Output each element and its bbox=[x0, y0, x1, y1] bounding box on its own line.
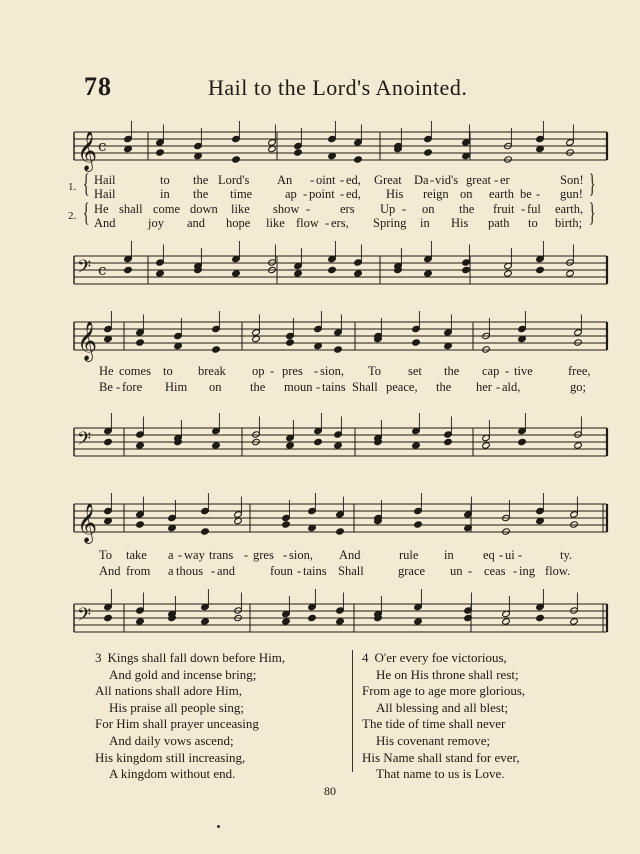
note-head bbox=[570, 618, 579, 625]
stanza-line bbox=[362, 700, 525, 717]
note-head bbox=[156, 270, 165, 277]
lyric-syllable: earth bbox=[489, 187, 514, 201]
note-head bbox=[201, 618, 210, 625]
lyric-syllable: on bbox=[460, 187, 473, 201]
lyric-brace-right: } bbox=[588, 198, 596, 227]
note-head bbox=[212, 346, 221, 353]
bass-staff-2 bbox=[0, 422, 640, 464]
stanza-line bbox=[362, 650, 525, 667]
lyric-syllable: and bbox=[187, 216, 206, 230]
stanza-line bbox=[95, 667, 285, 684]
treble-staff-3 bbox=[0, 498, 640, 543]
lyric-syllable: go; bbox=[570, 380, 586, 394]
lyric-syllable: flow. bbox=[545, 564, 571, 578]
lyric-syllable: - bbox=[178, 548, 183, 562]
note-head bbox=[574, 339, 583, 346]
lyric-syllable: set bbox=[408, 364, 422, 378]
treble-staff-2 bbox=[0, 316, 640, 361]
note-head bbox=[232, 156, 241, 163]
lyric-syllable: - bbox=[244, 548, 249, 562]
lyric-syllable: un bbox=[450, 564, 463, 578]
stanza-text: The tide of time shall never bbox=[362, 716, 506, 732]
note-head bbox=[136, 521, 145, 528]
lyric-syllable: like bbox=[231, 202, 250, 216]
lyric-syllable: ceas bbox=[484, 564, 506, 578]
note-head bbox=[334, 346, 343, 353]
lyric-syllable: break bbox=[198, 364, 226, 378]
lyric-syllable: come bbox=[153, 202, 181, 216]
verse-number: 2. bbox=[68, 210, 77, 222]
stanza-text: And daily vows ascend; bbox=[109, 732, 234, 748]
lyric-syllable: the bbox=[459, 202, 475, 216]
lyric-syllable: - bbox=[402, 202, 407, 216]
common-time-signature: c bbox=[98, 137, 107, 155]
lyric-syllable: in bbox=[444, 548, 454, 562]
lyric-syllable: great bbox=[466, 173, 491, 187]
note-head bbox=[136, 442, 145, 449]
note-head bbox=[444, 438, 453, 445]
lyric-syllable: point bbox=[309, 187, 335, 201]
note-head bbox=[294, 270, 303, 277]
lyric-syllable: vid's bbox=[435, 173, 459, 187]
note-head bbox=[294, 149, 303, 156]
lyric-syllable: be bbox=[520, 187, 532, 201]
lyric-syllable: ald, bbox=[502, 380, 521, 394]
lyric-syllable: fruit bbox=[493, 202, 515, 216]
note-head bbox=[412, 442, 421, 449]
note-head bbox=[412, 339, 421, 346]
lyric-syllable: to bbox=[163, 364, 173, 378]
lyric-syllable: He bbox=[99, 364, 114, 378]
note-head bbox=[574, 442, 583, 449]
lyric-syllable: from bbox=[126, 564, 151, 578]
stanza-text: From age to age more glorious, bbox=[362, 683, 526, 699]
lyric-syllable: - bbox=[283, 548, 288, 562]
stanza-text: His Name shall stand for ever, bbox=[362, 749, 520, 765]
lyric-syllable: Da bbox=[414, 173, 429, 187]
stanza-line bbox=[95, 716, 285, 733]
lyric-syllable: op bbox=[252, 364, 265, 378]
lyric-syllable: - bbox=[499, 548, 504, 562]
lyric-syllable: cap bbox=[482, 364, 500, 378]
lyric-syllable: Him bbox=[165, 380, 188, 394]
lyric-brace-left: { bbox=[82, 198, 90, 227]
note-head bbox=[566, 149, 575, 156]
lyric-syllable: the bbox=[436, 380, 452, 394]
lyric-syllable: Shall bbox=[352, 380, 378, 394]
stanza-3 bbox=[95, 650, 285, 783]
lyric-syllable: ed, bbox=[346, 173, 361, 187]
hymn-number: 78 bbox=[84, 72, 112, 101]
lyric-syllable: - bbox=[340, 173, 345, 187]
note-head bbox=[336, 528, 345, 535]
lyric-syllable: ty. bbox=[560, 548, 573, 562]
stanza-line bbox=[362, 733, 525, 750]
lyric-syllable: reign bbox=[423, 187, 449, 201]
lyric-syllable: to bbox=[528, 216, 538, 230]
lyric-syllable: in bbox=[160, 187, 170, 201]
note-head bbox=[212, 442, 221, 449]
note-head bbox=[536, 614, 545, 621]
lyric-syllable: time bbox=[230, 187, 253, 201]
page-number: 80 bbox=[324, 784, 336, 798]
note-head bbox=[566, 270, 575, 277]
treble-staff-1 bbox=[0, 126, 640, 171]
stanza-text: All nations shall adore Him, bbox=[95, 683, 242, 699]
lyric-syllable: - bbox=[316, 380, 321, 394]
lyric-syllable: peace, bbox=[386, 380, 418, 394]
stanza-text: O'er every foe victorious, bbox=[374, 650, 507, 665]
lyric-syllable: To bbox=[99, 548, 113, 562]
note-head bbox=[502, 528, 511, 535]
lyric-syllable: a bbox=[168, 548, 174, 562]
lyric-syllable: take bbox=[126, 548, 147, 562]
note-head bbox=[286, 339, 295, 346]
lyric-syllable: comes bbox=[119, 364, 151, 378]
stanza-line bbox=[95, 766, 285, 783]
note-head bbox=[570, 521, 579, 528]
lyric-syllable: - bbox=[521, 202, 526, 216]
note-head bbox=[314, 438, 323, 445]
lyric-syllable: - bbox=[310, 173, 315, 187]
lyric-syllable: Lord's bbox=[218, 173, 250, 187]
bass-clef: 𝄢 bbox=[77, 429, 92, 454]
lyric-syllable: - bbox=[430, 173, 435, 187]
hymn-title: Hail to the Lord's Anointed. bbox=[208, 75, 468, 100]
note-head bbox=[414, 521, 423, 528]
note-head bbox=[286, 442, 295, 449]
lyric-syllable: And bbox=[94, 216, 116, 230]
stanza-line bbox=[95, 683, 285, 700]
lyric-syllable: to bbox=[160, 173, 170, 187]
lyric-syllable: in bbox=[420, 216, 430, 230]
lyric-syllable: - bbox=[306, 202, 311, 216]
lyric-syllable: path bbox=[488, 216, 510, 230]
lyric-syllable: fore bbox=[122, 380, 143, 394]
bass-clef: 𝄢 bbox=[77, 605, 92, 630]
lyric-brace-right: } bbox=[588, 169, 596, 198]
treble-clef: 𝄞 bbox=[77, 131, 98, 171]
note-head bbox=[334, 442, 343, 449]
stanza-text: His kingdom still increasing, bbox=[95, 749, 246, 765]
lyric-syllable: down bbox=[190, 202, 218, 216]
lyric-syllable: her bbox=[476, 380, 492, 394]
bass-clef: 𝄢 bbox=[77, 257, 92, 282]
lyric-syllable: the bbox=[250, 380, 266, 394]
lyric-syllable: And bbox=[339, 548, 361, 562]
lyric-syllable: - bbox=[468, 564, 473, 578]
lyric-syllable: trans bbox=[209, 548, 234, 562]
note-head bbox=[424, 270, 433, 277]
lyric-syllable: gun! bbox=[560, 187, 583, 201]
common-time-signature: c bbox=[98, 261, 107, 279]
stanza-text: And gold and incense bring; bbox=[109, 666, 257, 682]
lyric-syllable: And bbox=[99, 564, 121, 578]
lyric-syllable: ing bbox=[519, 564, 535, 578]
lyric-syllable: pres bbox=[282, 364, 303, 378]
lyric-brace-left: { bbox=[82, 169, 90, 198]
note-head bbox=[104, 438, 113, 445]
lyric-syllable: - bbox=[496, 380, 501, 394]
lyric-syllable: flow bbox=[296, 216, 319, 230]
stanza-line bbox=[95, 650, 285, 667]
lyric-syllable: - bbox=[340, 187, 345, 201]
lyric-syllable: - bbox=[518, 548, 523, 562]
stanza-line bbox=[362, 716, 525, 733]
lyric-syllable: the bbox=[193, 187, 209, 201]
lyric-syllable: - bbox=[494, 173, 499, 187]
lyric-syllable: joy bbox=[148, 216, 164, 230]
stanza-4 bbox=[362, 650, 525, 783]
note-head bbox=[518, 438, 527, 445]
stanza-text: All blessing and all blest; bbox=[376, 699, 509, 715]
note-head bbox=[336, 618, 345, 625]
note-head bbox=[354, 270, 363, 277]
note-head bbox=[354, 156, 363, 163]
stanza-text: For Him shall prayer unceasing bbox=[95, 716, 259, 732]
stanza-text: He on His throne shall rest; bbox=[376, 666, 519, 682]
lyric-syllable: Hail bbox=[94, 173, 116, 187]
lyric-syllable: To bbox=[368, 364, 382, 378]
stanza-line bbox=[95, 733, 285, 750]
note-head bbox=[424, 149, 433, 156]
lyric-syllable: ers bbox=[340, 202, 355, 216]
lyric-syllable: on bbox=[422, 202, 435, 216]
note-head bbox=[201, 528, 210, 535]
lyric-syllable: shall bbox=[119, 202, 143, 216]
note-head bbox=[328, 266, 337, 273]
lyric-syllable: Be bbox=[99, 380, 113, 394]
lyric-syllable: er bbox=[500, 173, 510, 187]
lyric-syllable: gres bbox=[253, 548, 274, 562]
lyric-syllable: way bbox=[184, 548, 205, 562]
stanza-number: 3 bbox=[95, 650, 102, 665]
lyric-syllable: thous bbox=[176, 564, 204, 578]
lyric-syllable: ed, bbox=[346, 187, 361, 201]
note-head bbox=[156, 149, 165, 156]
lyric-syllable: - bbox=[303, 187, 308, 201]
lyric-syllable: foun bbox=[270, 564, 293, 578]
lyric-syllable: - bbox=[297, 564, 302, 578]
stanza-number: 4 bbox=[362, 650, 369, 665]
treble-clef: 𝄞 bbox=[77, 503, 98, 543]
note-head bbox=[136, 618, 145, 625]
lyric-syllable: - bbox=[211, 564, 216, 578]
note-head bbox=[124, 266, 133, 273]
lyric-syllable: ful bbox=[527, 202, 541, 216]
lyric-syllable: Spring bbox=[373, 216, 407, 230]
stanza-line bbox=[95, 750, 285, 767]
stanza-text: That name to us is Love. bbox=[376, 766, 505, 782]
stanza-line bbox=[95, 700, 285, 717]
lyric-syllable: hope bbox=[226, 216, 251, 230]
lyric-syllable: Hail bbox=[94, 187, 116, 201]
lyric-syllable: earth, bbox=[555, 202, 584, 216]
lyric-syllable: like bbox=[266, 216, 285, 230]
note-head bbox=[136, 339, 145, 346]
lyric-syllable: on bbox=[209, 380, 222, 394]
lyric-syllable: Son! bbox=[560, 173, 584, 187]
lyric-syllable: the bbox=[444, 364, 460, 378]
note-head bbox=[414, 618, 423, 625]
note-head bbox=[502, 618, 511, 625]
note-head bbox=[104, 614, 113, 621]
note-head bbox=[504, 270, 513, 277]
bass-staff-1 bbox=[0, 250, 640, 292]
lyric-syllable: sion, bbox=[320, 364, 344, 378]
lyric-syllable: tive bbox=[514, 364, 533, 378]
lyric-syllable: - bbox=[513, 564, 518, 578]
stanza-line bbox=[362, 750, 525, 767]
lyric-syllable: - bbox=[116, 380, 121, 394]
lyric-syllable: An bbox=[277, 173, 293, 187]
lyric-syllable: eq bbox=[483, 548, 495, 562]
stanza-text: Kings shall fall down before Him, bbox=[107, 650, 286, 665]
lyric-syllable: tains bbox=[322, 380, 346, 394]
lyric-syllable: free, bbox=[568, 364, 591, 378]
lyric-syllable: He bbox=[94, 202, 109, 216]
printer-mark bbox=[217, 825, 220, 828]
lyric-syllable: a bbox=[168, 564, 174, 578]
lyric-syllable: oint bbox=[316, 173, 336, 187]
lyric-syllable: show bbox=[273, 202, 300, 216]
note-head bbox=[536, 266, 545, 273]
note-head bbox=[482, 442, 491, 449]
lyric-syllable: ui bbox=[505, 548, 515, 562]
lyric-syllable: Shall bbox=[338, 564, 364, 578]
lyric-syllable: Up bbox=[380, 202, 396, 216]
note-head bbox=[482, 346, 491, 353]
stanza-text: His praise all people sing; bbox=[109, 699, 245, 715]
lyric-syllable: ers, bbox=[331, 216, 349, 230]
lyric-syllable: ap bbox=[285, 187, 297, 201]
note-head bbox=[308, 614, 317, 621]
lyric-syllable: and bbox=[217, 564, 236, 578]
lyric-syllable: grace bbox=[398, 564, 426, 578]
stanza-line bbox=[362, 766, 525, 783]
lyric-syllable: - bbox=[270, 364, 275, 378]
verse-number: 1. bbox=[68, 181, 77, 193]
stanza-divider bbox=[352, 650, 353, 772]
lyric-syllable: - bbox=[325, 216, 330, 230]
lyric-syllable: moun bbox=[284, 380, 313, 394]
note-head bbox=[462, 266, 471, 273]
lyric-syllable: sion, bbox=[289, 548, 313, 562]
note-head bbox=[282, 521, 291, 528]
lyric-syllable: tains bbox=[303, 564, 327, 578]
lyric-syllable: the bbox=[193, 173, 209, 187]
lyric-syllable: Great bbox=[374, 173, 402, 187]
lyric-syllable: rule bbox=[399, 548, 419, 562]
lyric-syllable: birth; bbox=[555, 216, 583, 230]
stanza-line bbox=[362, 667, 525, 684]
lyric-syllable: His bbox=[451, 216, 469, 230]
treble-clef: 𝄞 bbox=[77, 321, 98, 361]
lyric-syllable: - bbox=[505, 364, 510, 378]
note-head bbox=[504, 156, 513, 163]
lyric-syllable: His bbox=[386, 187, 404, 201]
lyric-syllable: - bbox=[314, 364, 319, 378]
note-head bbox=[232, 270, 241, 277]
lyric-syllable: - bbox=[536, 187, 541, 201]
note-head bbox=[282, 618, 291, 625]
stanza-line bbox=[362, 683, 525, 700]
stanza-text: A kingdom without end. bbox=[109, 766, 236, 782]
bass-staff-3 bbox=[0, 598, 640, 640]
stanza-text: His covenant remove; bbox=[376, 732, 491, 748]
